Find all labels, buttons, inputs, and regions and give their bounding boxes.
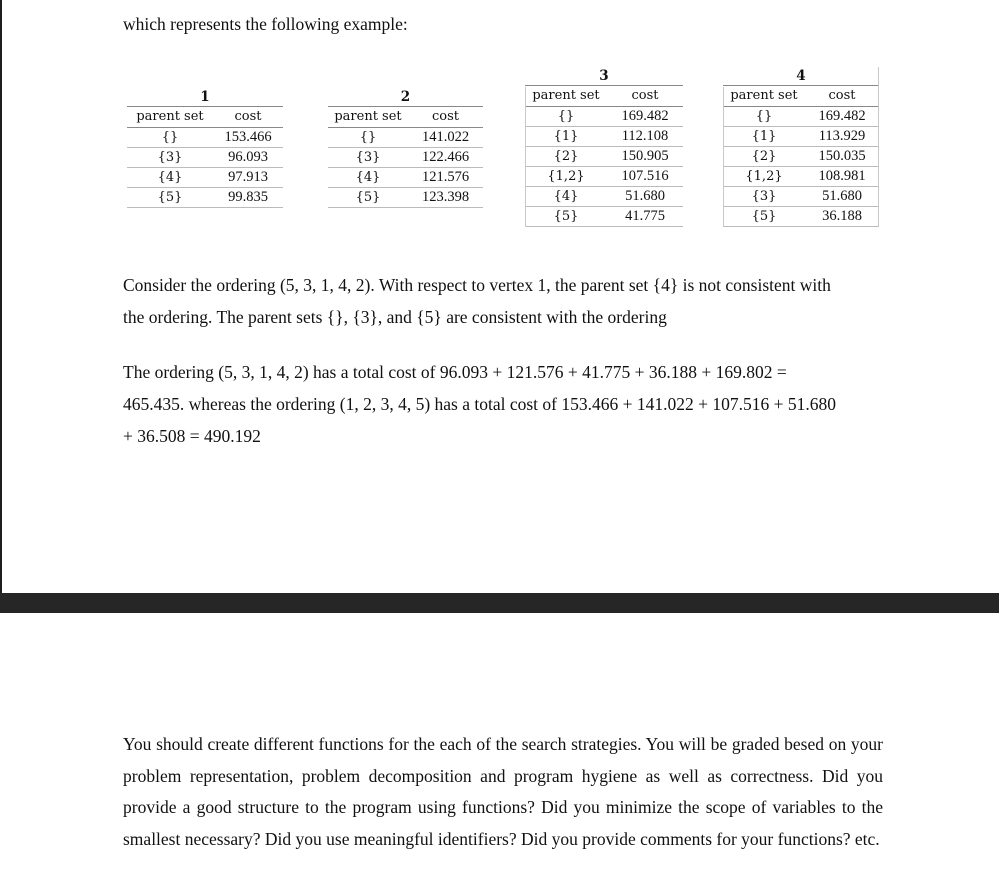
parent-set-cell: {2} [553,149,579,164]
paragraph-line: the ordering. The parent sets {}, {3}, and {5} are consistent with the ordering [123,307,667,327]
parent-set-cell: {4} [355,170,381,185]
parent-set-cell: {5} [355,190,381,205]
parent-set-table-2 [328,88,483,208]
cost-cell: 107.516 [621,168,669,184]
paragraph-line: The ordering (5, 3, 1, 4, 2) has a total cost of 96.093 + 121.576 + 41.775 + 36.188 + 169.802 = [123,362,787,382]
page-left-border [0,0,2,593]
table-number: 4 [796,68,806,84]
cost-cell: 123.398 [421,189,470,205]
cost-cell: 150.035 [818,148,866,164]
table-left-rule [525,87,526,227]
table-number: 3 [599,68,609,84]
paragraph-line: 465.435. whereas the ordering (1, 2, 3, 4, 5) has a total cost of 153.466 + 141.022 + 107.516 + 51.680 [123,394,836,414]
table-left-rule [723,87,724,227]
parent-set-cell: {4} [553,189,579,204]
cost-cell: 97.913 [228,169,268,185]
table-right-rule [878,67,879,227]
parent-set-cell: {1,2} [745,169,783,184]
table-row [127,188,283,208]
table-row [723,207,879,227]
header-cost: cost [828,88,856,103]
parent-set-cell: {3} [157,150,183,165]
table-row [723,187,879,207]
header-cost: cost [631,88,659,103]
cost-cell: 113.929 [818,128,866,144]
cost-cell: 169.482 [818,108,866,124]
table-row [127,128,283,148]
table-row [328,148,483,168]
cost-cell: 121.576 [421,169,470,185]
parent-set-cell: {5} [157,190,183,205]
table-row [328,168,483,188]
table-row [525,127,683,147]
table-row [723,107,879,127]
header-parent-set: parent set [334,109,402,124]
table-header [723,85,879,107]
page-divider [0,593,999,613]
parent-set-cell: {1} [553,129,579,144]
parent-set-cell: {} [161,130,179,145]
parent-set-cell: {2} [751,149,777,164]
parent-set-cell: {1} [751,129,777,144]
paragraph-line: + 36.508 = 490.192 [123,426,261,446]
parent-set-cell: {} [755,109,773,124]
table-row [525,207,683,227]
cost-cell: 41.775 [625,208,665,224]
header-cost: cost [234,109,262,124]
cost-cell: 153.466 [224,129,272,145]
cost-cell: 51.680 [822,188,862,204]
parent-set-cell: {5} [751,209,777,224]
parent-set-cell: {} [557,109,575,124]
cost-cell: 36.188 [822,208,862,224]
parent-set-cell: {3} [355,150,381,165]
header-parent-set: parent set [532,88,600,103]
grading-instructions-paragraph: You should create different functions for the each of the search strategies. You will be graded besed on your problem representation, problem decomposition and program hygiene as well as correctness. Did you provide a good structure to the program using functions? Did you minimize the scope of variables to the smallest necessary? Did you use meaningful identifiers? Did you provide comments for your functions? etc. [123,734,883,849]
cost-cell: 141.022 [421,129,470,145]
cost-cell: 150.905 [621,148,669,164]
parent-set-cell: {4} [157,170,183,185]
cost-cell: 99.835 [228,189,268,205]
header-parent-set: parent set [730,88,798,103]
table-row [328,188,483,208]
header-cost: cost [431,109,459,124]
parent-set-cell: {} [359,130,377,145]
parent-set-cell: {5} [553,209,579,224]
table-header [328,106,483,128]
paragraph-line: Consider the ordering (5, 3, 1, 4, 2). With respect to vertex 1, the parent set {4} is not consistent with [123,275,831,295]
parent-set-cell: {1,2} [547,169,585,184]
table-row [723,167,879,187]
header-parent-set: parent set [136,109,204,124]
intro-text: which represents the following example: [123,14,408,34]
table-header [127,106,283,128]
table-row [127,168,283,188]
cost-cell: 51.680 [625,188,665,204]
parent-set-table-1 [127,88,283,208]
cost-cell: 169.482 [621,108,669,124]
table-number: 2 [400,89,411,105]
table-row [525,187,683,207]
cost-cell: 112.108 [621,128,669,144]
table-row [723,127,879,147]
table-row [723,147,879,167]
cost-cell: 122.466 [421,149,470,165]
table-row [525,107,683,127]
table-header [525,85,683,107]
ordering-cost-paragraph [123,356,883,452]
table-row [525,167,683,187]
parent-set-table-3 [525,67,683,227]
table-number: 1 [200,89,210,105]
parent-set-cell: {3} [751,189,777,204]
table-row [525,147,683,167]
cost-cell: 108.981 [818,168,866,184]
cost-cell: 96.093 [228,149,268,165]
table-row [328,128,483,148]
parent-set-table-4 [723,67,879,227]
ordering-consistency-paragraph [123,269,883,333]
table-row [127,148,283,168]
